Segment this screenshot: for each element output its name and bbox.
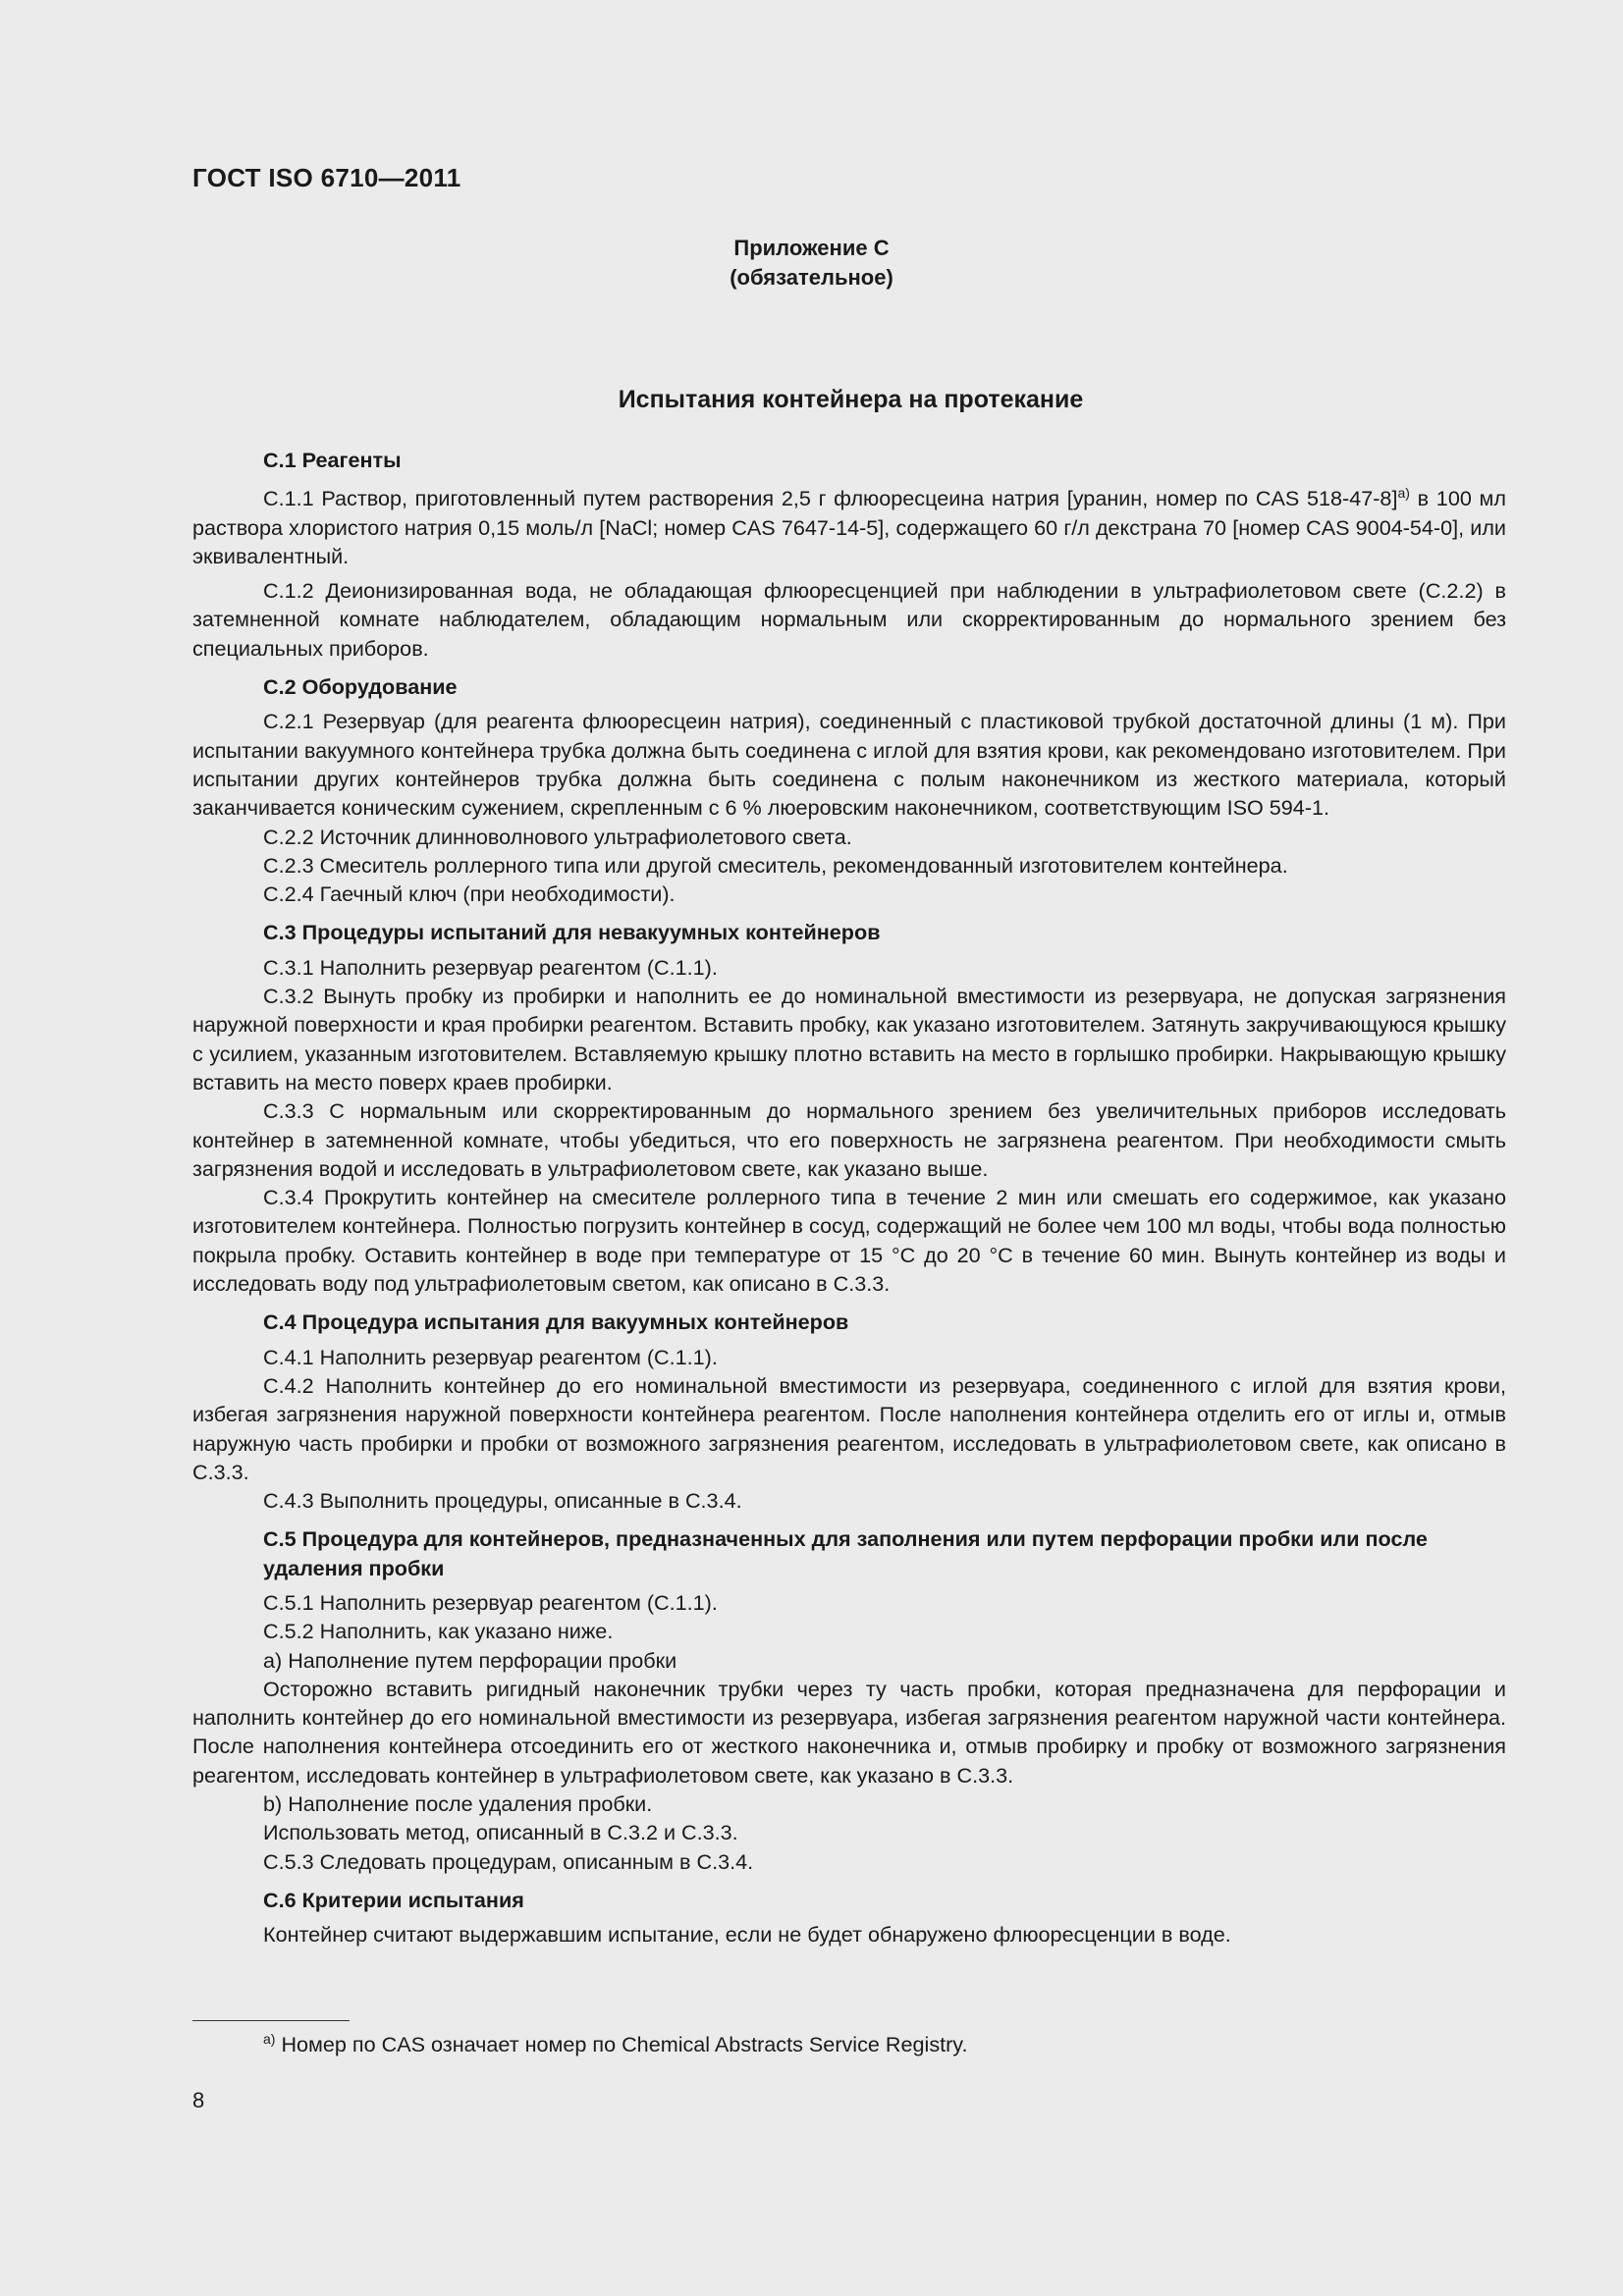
paragraph-c3-3: С.3.3 С нормальным или скорректированным до нормального зрением без увеличительных приборов исследовать контейнер в затемненной комнате, чтобы убедиться, что его поверхность не загрязнена реагентом. При необходимости смыть загрязнения водой и исследовать в ультрафиолетовом свете, как указано выше. (192, 1098, 1506, 1181)
appendix-title: Испытания контейнера на протекание (618, 386, 1084, 413)
footnote (263, 2032, 968, 2057)
appendix-label: Приложение С (733, 236, 890, 260)
paragraph-c5-1: С.5.1 Наполнить резервуар реагентом (С.1.1). (263, 1589, 718, 1615)
paragraph-c5-6: Использовать метод, описанный в С.3.2 и С.3.3. (263, 1820, 738, 1845)
standard-header: ГОСТ ISO 6710—2011 (192, 163, 461, 192)
paragraph-c3-4: С.3.4 Прокрутить контейнер на смесителе роллерного типа в течение 2 мин или смешать его содержимое, как указано изготовителем контейнера. Полностью погрузить контейнер в сосуд, содержащий не более чем 100 мл воды, чтобы вода полностью покрыла пробку. Оставить контейнер в воде при температуре от 15 °С до 20 °С в течение 60 мин. Вынуть контейнер из воды и исследовать воду под ультрафиолетовым светом, как описано в С.3.3. (192, 1185, 1506, 1297)
paragraph-c4-3: С.4.3 Выполнить процедуры, описанные в С.3.4. (263, 1488, 742, 1514)
paragraph-c5-7: С.5.3 Следовать процедурам, описанным в С.3.4. (263, 1848, 754, 1874)
paragraph-c4-2: С.4.2 Наполнить контейнер до его номинальной вместимости из резервуара, соединенного с иглой для взятия крови, избегая загрязнения наружной поверхности контейнера реагентом. После наполнения контейнера отделить его от иглы и, отмыв наружную часть пробирки и пробки от возможного загрязнения реагентом, исследовать в ультрафиолетовом свете, как описано в С.3.3. (192, 1372, 1506, 1484)
section-heading-c4: С.4 Процедура испытания для вакуумных контейнеров (263, 1309, 849, 1335)
paragraph-c2-1: С.2.1 Резервуар (для реагента флюоресцеин натрия), соединенный с пластиковой трубкой достаточной длины (1 м). При испытании вакуумного контейнера трубка должна быть соединена с иглой для взятия крови, как рекомендовано изготовителем. При испытании других контейнеров трубка должна быть соединена с полым наконечником из жесткого материала, который заканчивается коническим сужением, скрепленным с 6 % люеровским наконечником, соответствующим ISO 594-1. (192, 709, 1506, 821)
paragraph-c3-2: С.3.2 Вынуть пробку из пробирки и наполнить ее до номинальной вместимости из резервуара, не допуская загрязнения наружной поверхности и края пробирки реагентом. Вставить пробку, как указано изготовителем. Затянуть закручивающуюся крышку с усилием, указанным изготовителем. Вставляемую крышку плотно вставить на место в горлышко пробирки. Накрывающую крышку вставить на место поверх краев пробирки. (192, 984, 1506, 1095)
footnote-ref: a) (1397, 485, 1410, 502)
section-heading-c5: С.5 Процедура для контейнеров, предназначенных для заполнения или путем перфорации пробки или после удаления пробки (263, 1526, 1428, 1580)
section-heading-c3: С.3 Процедуры испытаний для невакуумных контейнеров (263, 920, 881, 945)
paragraph-c5-3: а) Наполнение путем перфорации пробки (263, 1647, 677, 1673)
appendix-heading (0, 234, 1623, 293)
paragraph-c6-1: Контейнер считают выдержавшим испытание, если не будет обнаружено флюоресценции в воде. (263, 1922, 1231, 1948)
document-body (192, 446, 1506, 1949)
paragraph-c5-4: Осторожно вставить ригидный наконечник трубки через ту часть пробки, которая предназначена для перфорации и наполнить контейнер до его номинальной вместимости из резервуара, избегая загрязнения реагентом наружной части контейнера. После наполнения контейнера отсоединить его от жесткого наконечника и, отмыв пробирку и пробку от возможного загрязнения реагентом, исследовать контейнер в ультрафиолетовом свете, как указано в С.3.3. (192, 1676, 1506, 1788)
paragraph-c2-3: С.2.3 Смеситель роллерного типа или другой смеситель, рекомендованный изготовителем контейнера. (263, 852, 1288, 878)
paragraph-c2-2: С.2.2 Источник длинноволнового ультрафиолетового света. (263, 824, 852, 849)
paragraph-c1-1: С.1.1 Раствор, приготовленный путем растворения 2,5 г флюоресцеина натрия [уранин, номер по CAS 518-47-8]$^{a)}$ в 100 мл раствора хлористого натрия 0,15 моль/л [NaCl; номер CAS 7647-14-5], содержащего 60 г/л декстрана 70 [номер CAS 9004-54-0], или эквивалентный. (192, 485, 1507, 568)
section-heading-c1: С.1 Реагенты (263, 448, 402, 472)
footnote-marker: a) (263, 2030, 276, 2047)
paragraph-c2-4: С.2.4 Гаечный ключ (при необходимости). (263, 881, 676, 907)
paragraph-c5-5: b) Наполнение после удаления пробки. (263, 1791, 653, 1817)
footnote-divider (192, 2020, 350, 2021)
paragraph-c5-2: С.5.2 Наполнить, как указано ниже. (263, 1619, 614, 1644)
section-heading-c2: С.2 Оборудование (263, 674, 458, 700)
footnote-text: Номер по CAS означает номер по Chemical Abstracts Service Registry. (275, 2032, 968, 2056)
appendix-type: (обязательное) (730, 265, 893, 290)
paragraph-c3-1: С.3.1 Наполнить резервуар реагентом (С.1.1). (263, 954, 718, 980)
section-heading-c6: С.6 Критерии испытания (263, 1887, 524, 1912)
paragraph-c1-2: С.1.2 Деионизированная вода, не обладающая флюоресценцией при наблюдении в ультрафиолетовом свете (С.2.2) в затемненной комнате наблюдателем, обладающим нормальным или скорректированным до нормального зрением без специальных приборов. (192, 578, 1506, 661)
page-number: 8 (192, 2088, 205, 2112)
paragraph-c4-1: С.4.1 Наполнить резервуар реагентом (С.1.1). (263, 1344, 718, 1369)
